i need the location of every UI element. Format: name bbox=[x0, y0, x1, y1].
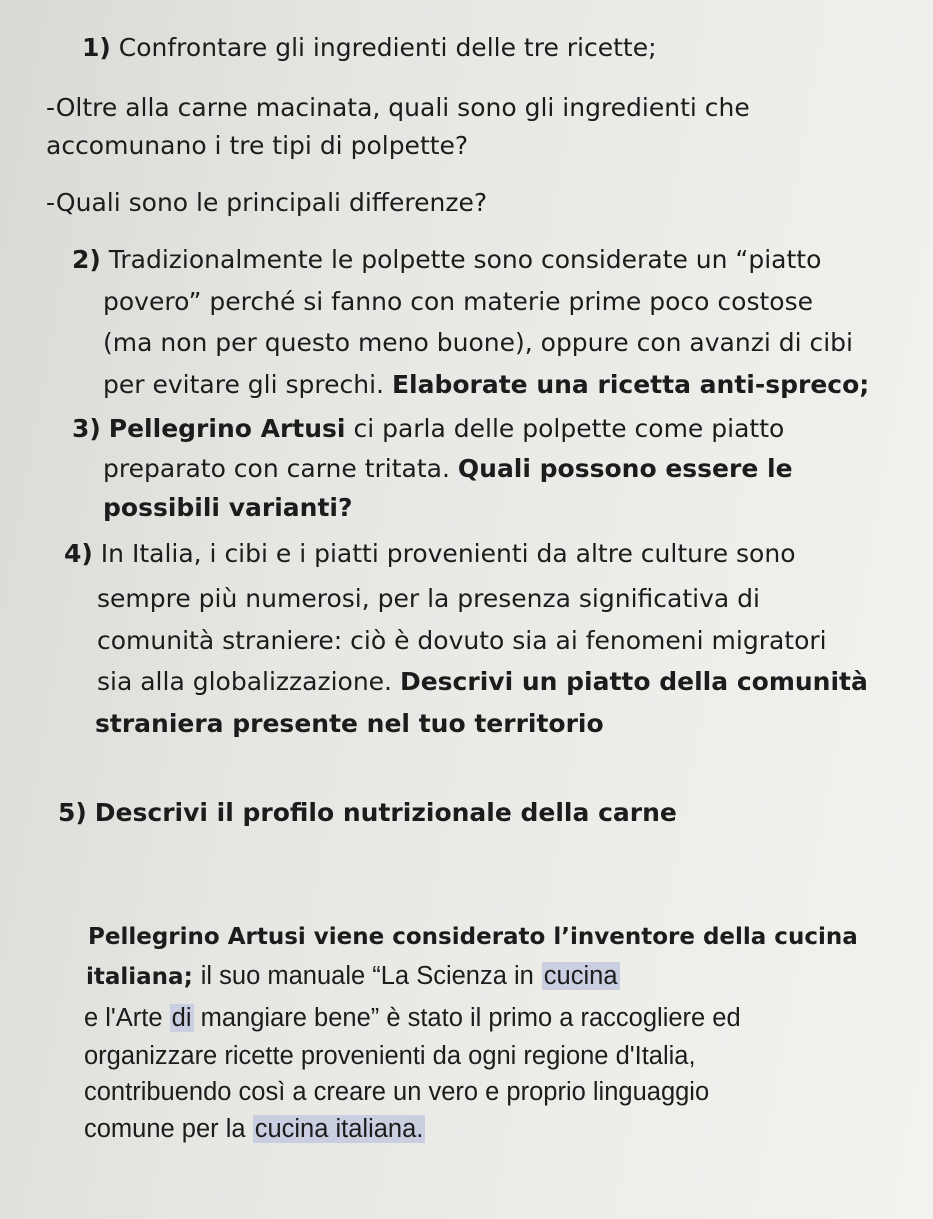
artusi-line3: e l'Arte di mangiare bene” è stato il primo a raccogliere ed bbox=[84, 1004, 741, 1032]
artusi-line2: italiana; il suo manuale “La Scienza in cucina bbox=[86, 962, 618, 990]
artusi-line6: comune per la cucina italiana. bbox=[84, 1115, 424, 1143]
q5-line: 5) Descrivi il profilo nutrizionale della carne bbox=[58, 798, 677, 827]
q4-number: 4) bbox=[64, 539, 93, 568]
q4-line3: comunità straniere: ciò è dovuto sia ai fenomeni migratori bbox=[97, 626, 827, 655]
q1-title: 1) Confrontare gli ingredienti delle tre ricette; bbox=[82, 33, 657, 62]
q2-line1: 2) Tradizionalmente le polpette sono considerate un “piatto bbox=[72, 245, 822, 274]
artusi-line1: Pellegrino Artusi viene considerato l’inventore della cucina bbox=[88, 924, 858, 950]
q2-line3: (ma non per questo meno buone), oppure con avanzi di cibi bbox=[103, 328, 853, 357]
highlight-cucina: cucina bbox=[543, 962, 618, 990]
q3-line1: 3) Pellegrino Artusi ci parla delle polpette come piatto bbox=[72, 414, 785, 443]
q3-line2: preparato con carne tritata. Quali possono essere le bbox=[103, 454, 793, 483]
q1-number: 1) bbox=[82, 33, 111, 62]
q3-number: 3) bbox=[72, 414, 101, 443]
q2-number: 2) bbox=[72, 245, 101, 274]
artusi-line5: contribuendo così a creare un vero e proprio linguaggio bbox=[84, 1078, 710, 1106]
q1-sub-b: -Quali sono le principali differenze? bbox=[46, 188, 488, 217]
q2-line4: per evitare gli sprechi. Elaborate una ricetta anti-spreco; bbox=[103, 370, 870, 399]
q1-sub-a-line1: -Oltre alla carne macinata, quali sono gli ingredienti che bbox=[46, 93, 750, 122]
q5-number: 5) bbox=[58, 798, 87, 827]
q4-line5: straniera presente nel tuo territorio bbox=[95, 709, 604, 738]
highlight-cucina-italiana: cucina italiana. bbox=[254, 1115, 424, 1143]
q4-line2: sempre più numerosi, per la presenza significativa di bbox=[97, 584, 760, 613]
q2-line2: povero” perché si fanno con materie prime poco costose bbox=[103, 287, 813, 316]
q4-line4: sia alla globalizzazione. Descrivi un piatto della comunità bbox=[97, 667, 868, 696]
q3-line3: possibili varianti? bbox=[103, 493, 353, 522]
artusi-line4: organizzare ricette provenienti da ogni regione d'Italia, bbox=[84, 1042, 696, 1070]
highlight-di: di bbox=[171, 1004, 192, 1032]
q1-sub-a-line2: accomunano i tre tipi di polpette? bbox=[46, 131, 469, 160]
q4-line1: 4) In Italia, i cibi e i piatti provenienti da altre culture sono bbox=[64, 539, 796, 568]
